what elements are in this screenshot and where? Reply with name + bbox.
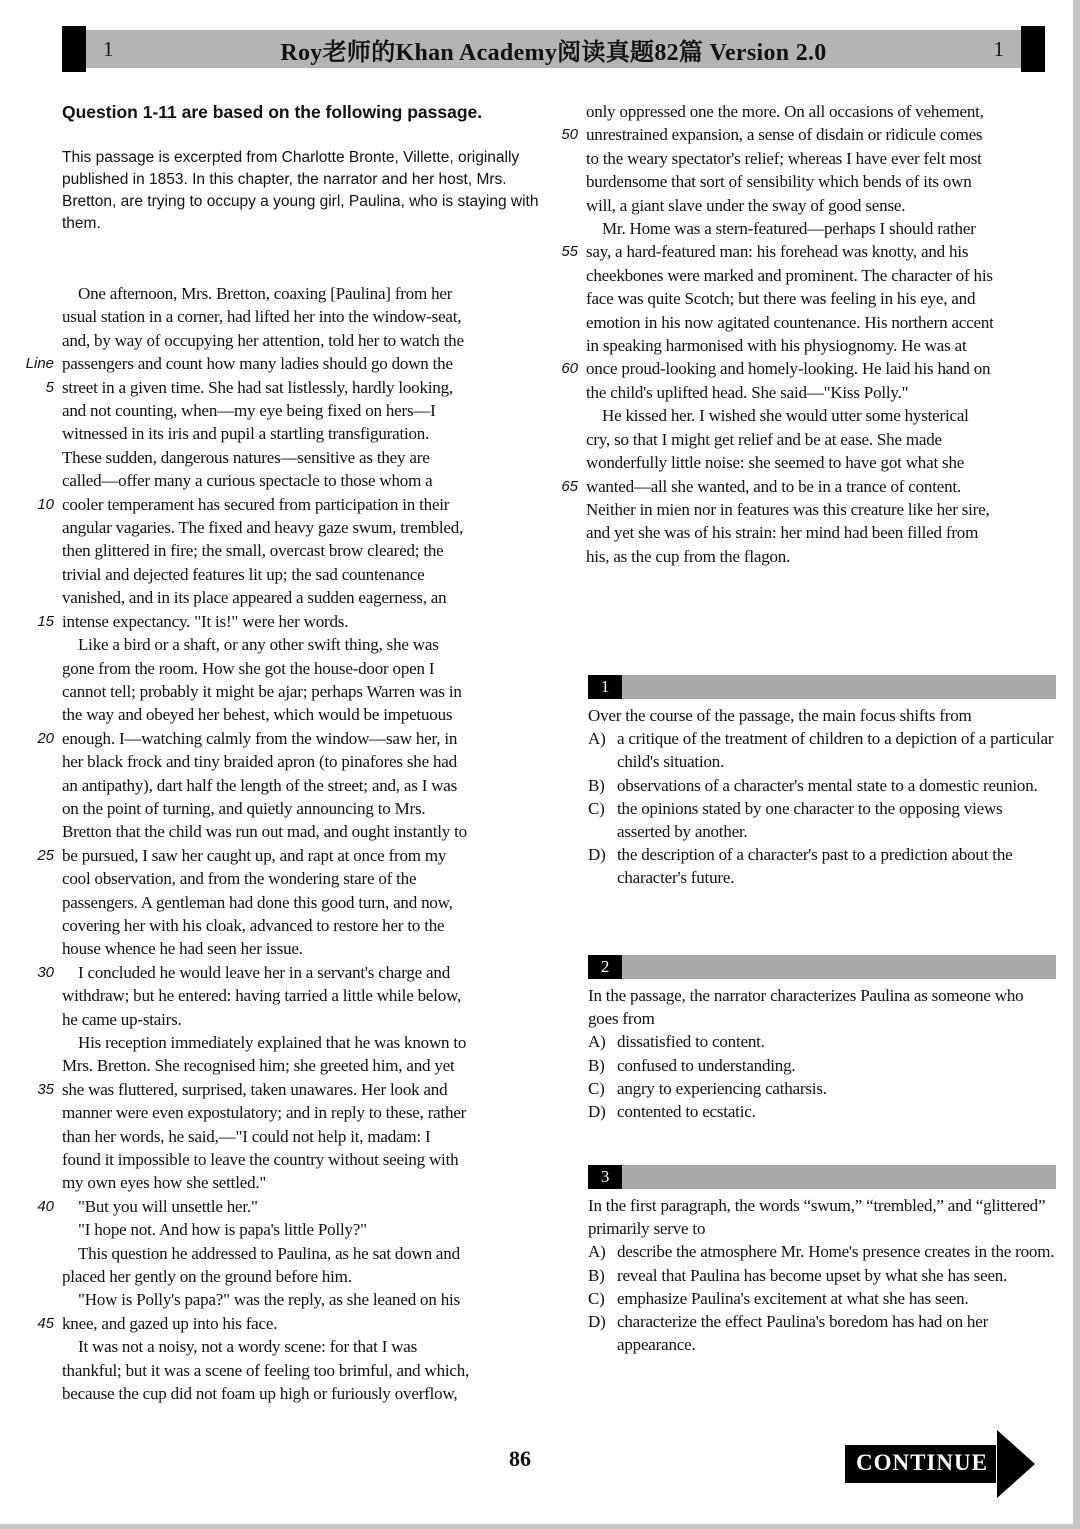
answer-choice	[588, 1100, 1056, 1123]
line-number	[20, 750, 62, 773]
line-text: intense expectancy. "It is!" were her words.	[62, 611, 349, 631]
line-text: only oppressed one the more. On all occasions of vehement,	[586, 102, 984, 121]
passage-line	[544, 123, 1076, 146]
line-text: say, a hard-featured man: his forehead was knotty, and his	[586, 242, 969, 262]
passage-line	[544, 194, 1076, 217]
passage-line	[544, 264, 1076, 287]
line-number	[20, 914, 62, 937]
choice-text: observations of a character's mental state to a domestic reunion.	[617, 775, 1038, 795]
passage-line	[20, 1335, 550, 1358]
passage-line	[544, 357, 1076, 380]
choice-letter: D)	[588, 845, 606, 865]
line-text: manner were even expostulatory; and in reply to these, rather	[62, 1103, 467, 1123]
choice-text: a critique of the treatment of children to a depiction of a particular child's situation.	[617, 729, 1054, 772]
line-number	[544, 194, 586, 217]
passage-line	[20, 937, 550, 960]
line-text: placed her gently on the ground before him.	[62, 1267, 352, 1287]
header-endcap-left	[62, 26, 86, 72]
line-number	[544, 311, 586, 334]
passage-line	[20, 1054, 550, 1077]
answer-choices	[588, 1240, 1056, 1356]
line-text: gone from the room. How she got the house-door open I	[62, 658, 435, 678]
line-text: wanted—all she wanted, and to be in a trance of content.	[586, 476, 961, 496]
line-number	[20, 539, 62, 562]
line-text: my own eyes how she settled."	[62, 1173, 267, 1193]
line-text: to the weary spectator's relief; whereas I have ever felt most	[586, 148, 982, 168]
passage-line	[20, 891, 550, 914]
line-number: 25	[37, 846, 54, 864]
line-number	[544, 381, 586, 404]
header-bar	[86, 30, 1021, 68]
line-text: cheekbones were marked and prominent. The character of his	[586, 265, 993, 285]
passage-line	[20, 844, 550, 867]
line-text: the way and obeyed her behest, which would be impetuous	[62, 705, 453, 725]
line-text: face was quite Scotch; but there was feeling in his eye, and	[586, 289, 976, 309]
header-endcap-right	[1021, 26, 1045, 72]
continue-button[interactable]	[845, 1429, 1035, 1499]
continue-label: CONTINUE	[845, 1445, 996, 1483]
line-text: his, as the cup from the flagon.	[586, 546, 791, 566]
choice-letter: A)	[588, 1032, 606, 1052]
passage-line	[544, 170, 1076, 193]
passage-line	[20, 657, 550, 680]
passage-line	[544, 404, 1076, 427]
choice-text: confused to understanding.	[617, 1055, 796, 1075]
line-number	[20, 633, 62, 656]
line-number: 40	[37, 1197, 54, 1215]
passage-line	[20, 399, 550, 422]
choice-text: dissatisfied to content.	[617, 1032, 765, 1052]
line-number	[544, 428, 586, 451]
passage-line	[20, 797, 550, 820]
answer-choice	[588, 1264, 1056, 1287]
line-text: street in a given time. She had sat listlessly, hardly looking,	[62, 377, 453, 397]
line-number	[20, 1335, 62, 1358]
passage-line	[544, 240, 1076, 263]
line-text: covering her with his cloak, advanced to restore her to the	[62, 915, 445, 935]
line-text: unrestrained expansion, a sense of disdain or ridicule comes	[586, 125, 983, 145]
choice-text: emphasize Paulina's excitement at what she has seen.	[617, 1288, 969, 1308]
line-text: than her words, he said,—"I could not help it, madam: I	[62, 1126, 431, 1146]
passage-column-right	[544, 100, 1076, 568]
question-header-bar	[588, 1165, 1056, 1189]
line-number	[20, 399, 62, 422]
passage-line	[20, 1242, 550, 1265]
choice-text: the description of a character's past to a prediction about the character's future.	[617, 845, 1013, 888]
passage-line	[544, 475, 1076, 498]
passage-line	[20, 563, 550, 586]
line-text: Bretton that the child was run out mad, and ought instantly to	[62, 822, 467, 842]
question-stem: In the first paragraph, the words “swum,” “trembled,” and “glittered” primarily serve to	[588, 1196, 1046, 1239]
line-text: found it impossible to leave the country without seeing with	[62, 1150, 459, 1170]
passage-line	[544, 311, 1076, 334]
answer-choice	[588, 1077, 1056, 1100]
line-number	[544, 498, 586, 521]
line-number	[544, 404, 586, 427]
choice-text: reveal that Paulina has become upset by what she has seen.	[617, 1265, 1008, 1285]
passage-line	[544, 217, 1076, 240]
line-text: usual station in a corner, had lifted her into the window-seat,	[62, 307, 462, 327]
passage-line	[20, 820, 550, 843]
passage-line	[20, 493, 550, 516]
line-text: an antipathy), dart half the length of the street; and, as I was	[62, 775, 458, 795]
line-text: cry, so that I might get relief and be at ease. She made	[586, 429, 942, 449]
line-number	[20, 657, 62, 680]
answer-choice	[588, 1054, 1056, 1077]
line-number	[20, 1031, 62, 1054]
line-number: 50	[561, 126, 578, 144]
passage-line	[20, 984, 550, 1007]
line-number: 10	[37, 495, 54, 513]
passage-line	[20, 282, 550, 305]
passage-line	[544, 147, 1076, 170]
line-number: 65	[561, 477, 578, 495]
line-text: house whence he had seen her issue.	[62, 939, 303, 959]
passage-line	[20, 1359, 550, 1382]
line-number	[544, 217, 586, 240]
line-text: Mr. Home was a stern-featured—perhaps I should rather	[602, 219, 976, 239]
line-text: "I hope not. And how is papa's little Polly?"	[78, 1220, 367, 1240]
line-number	[20, 937, 62, 960]
passage-line	[20, 633, 550, 656]
line-number	[544, 334, 586, 357]
answer-choice	[588, 797, 1056, 843]
passage-line	[544, 287, 1076, 310]
question-header-bar	[588, 675, 1056, 699]
line-text: on the point of turning, and quietly announcing to Mrs.	[62, 798, 426, 818]
line-text: One afternoon, Mrs. Bretton, coaxing [Paulina] from her	[78, 284, 453, 303]
line-number	[20, 703, 62, 726]
answer-choices	[588, 1030, 1056, 1123]
passage-line	[20, 1148, 550, 1171]
line-text: and yet she was of his strain: her mind had been filled from	[586, 523, 979, 543]
passage-line	[544, 451, 1076, 474]
choice-letter: B)	[588, 775, 605, 795]
passage-line	[20, 329, 550, 352]
line-text: her black frock and tiny braided apron (to pinafores she had	[62, 752, 457, 772]
passage-line	[20, 1171, 550, 1194]
passage-line	[20, 539, 550, 562]
line-number	[544, 170, 586, 193]
answer-choice	[588, 1287, 1056, 1310]
question-1	[588, 675, 1056, 890]
choice-letter: D)	[588, 1312, 606, 1332]
line-number	[20, 820, 62, 843]
line-number	[20, 1125, 62, 1148]
passage-line	[20, 703, 550, 726]
line-number	[20, 586, 62, 609]
passage-line	[20, 1101, 550, 1124]
passage-line	[20, 1288, 550, 1311]
line-text: witnessed in its iris and pupil a startling transfiguration.	[62, 424, 430, 444]
line-number	[544, 147, 586, 170]
choice-text: angry to experiencing catharsis.	[617, 1078, 827, 1098]
passage-line	[20, 610, 550, 633]
line-text: "How is Polly's papa?" was the reply, as she leaned on his	[78, 1290, 460, 1310]
passage-line	[544, 334, 1076, 357]
line-text: the child's uplifted head. She said—"Kiss Polly."	[586, 382, 909, 402]
answer-choice	[588, 1310, 1056, 1356]
line-number: 20	[37, 729, 54, 747]
passage-line	[20, 1008, 550, 1031]
header-section-number-left: 1	[103, 36, 114, 61]
line-number	[20, 984, 62, 1007]
page-header	[62, 26, 1045, 72]
line-text: in speaking harmonised with his physiognomy. He was at	[586, 336, 967, 356]
question-number: 3	[588, 1165, 622, 1189]
line-text: thankful; but it was a scene of feeling too brimful, and which,	[62, 1360, 470, 1380]
passage-line	[20, 516, 550, 539]
passage-line	[20, 961, 550, 984]
line-text: passengers and count how many ladies should go down the	[62, 354, 453, 374]
line-number: 30	[37, 963, 54, 981]
line-number	[20, 282, 62, 305]
passage-line	[544, 381, 1076, 404]
choice-letter: D)	[588, 1102, 606, 1122]
line-number: Line	[25, 355, 54, 373]
passage-line	[20, 446, 550, 469]
choice-letter: B)	[588, 1055, 605, 1075]
line-text: called—offer many a curious spectacle to those whom a	[62, 471, 433, 491]
document-title: Roy老师的Khan Academy阅读真题82篇 Version 2.0	[280, 39, 827, 66]
line-number	[20, 1382, 62, 1405]
line-text: emotion in his now agitated countenance. His northern accent	[586, 312, 994, 332]
answer-choice	[588, 727, 1056, 773]
question-number: 2	[588, 955, 622, 979]
passage-line	[544, 428, 1076, 451]
line-text: passengers. A gentleman had done this good turn, and now,	[62, 892, 453, 912]
line-text: he came up-stairs.	[62, 1009, 182, 1029]
line-number	[544, 521, 586, 544]
line-number	[20, 305, 62, 328]
line-number: 15	[37, 612, 54, 630]
line-number	[544, 545, 586, 568]
passage-line	[20, 305, 550, 328]
question-stem: Over the course of the passage, the main focus shifts from	[588, 706, 972, 725]
line-number	[20, 329, 62, 352]
passage-intro: This passage is excerpted from Charlotte Bronte, Villette, originally published in 1853. In this chapter, the narrator and her host, Mrs. Bretton, are trying to occupy a young girl, Paulina, who is staying with them.	[62, 149, 539, 232]
passage-line	[544, 100, 1076, 123]
line-number	[20, 1008, 62, 1031]
arrow-right-icon	[997, 1430, 1035, 1498]
line-text: Mrs. Bretton. She recognised him; she greeted him, and yet	[62, 1056, 455, 1076]
line-text: because the cup did not foam up high or furiously overflow,	[62, 1384, 458, 1404]
page-number: 86	[509, 1446, 531, 1471]
line-number: 55	[561, 243, 578, 261]
line-text: cooler temperament has secured from participation in their	[62, 494, 450, 514]
passage-line	[544, 521, 1076, 544]
line-text: then glittered in fire; the small, overcast brow cleared; the	[62, 541, 444, 561]
choice-letter: A)	[588, 729, 606, 749]
choice-text: the opinions stated by one character to the opposing views asserted by another.	[617, 798, 1003, 842]
line-text: will, a giant slave under the sway of good sense.	[586, 195, 906, 215]
passage-line	[20, 1265, 550, 1288]
choice-letter: C)	[588, 798, 605, 818]
line-text: "But you will unsettle her."	[78, 1196, 258, 1216]
line-number	[20, 1171, 62, 1194]
line-text: He kissed her. I wished she would utter some hysterical	[602, 406, 969, 426]
line-text: withdraw; but he entered: having tarried a little while below,	[62, 986, 462, 1006]
line-text: once proud-looking and homely-looking. He laid his hand on	[586, 359, 991, 379]
choice-letter: C)	[588, 1288, 605, 1308]
passage-line	[20, 469, 550, 492]
line-number: 45	[37, 1314, 54, 1332]
passage-line	[20, 914, 550, 937]
answer-choice	[588, 843, 1056, 889]
line-text: cannot tell; probably it might be ajar; perhaps Warren was in	[62, 681, 462, 701]
passage-line	[20, 1218, 550, 1241]
line-text: knee, and gazed up into his face.	[62, 1313, 278, 1333]
answer-choice	[588, 774, 1056, 797]
line-text: and not counting, when—my eye being fixed on hers—I	[62, 401, 436, 421]
line-number	[20, 1148, 62, 1171]
passage-column-left	[20, 282, 550, 1406]
answer-choice	[588, 1240, 1056, 1263]
passage-line	[20, 586, 550, 609]
passage-line	[20, 750, 550, 773]
line-number	[20, 563, 62, 586]
line-number	[20, 422, 62, 445]
line-number	[20, 680, 62, 703]
answer-choices	[588, 727, 1056, 889]
question-3	[588, 1165, 1056, 1356]
passage-line	[20, 727, 550, 750]
header-section-number-right: 1	[993, 36, 1004, 61]
passage-line	[20, 1031, 550, 1054]
line-text: be pursued, I saw her caught up, and rapt at once from my	[62, 845, 447, 865]
line-number: 60	[561, 360, 578, 378]
passage-line	[20, 1125, 550, 1148]
line-number	[20, 446, 62, 469]
passage-line	[544, 498, 1076, 521]
choice-text: characterize the effect Paulina's boredom has had on her appearance.	[617, 1312, 989, 1355]
line-number	[20, 1288, 62, 1311]
line-text: vanished, and in its place appeared a sudden eagerness, an	[62, 588, 447, 608]
line-text: Neither in mien nor in features was this creature like her sire,	[586, 499, 990, 519]
passage-directions: Question 1-11 are based on the following passage.	[62, 102, 483, 122]
line-number	[20, 1242, 62, 1265]
line-number	[20, 1054, 62, 1077]
question-stem: In the passage, the narrator characterizes Paulina as someone who goes from	[588, 986, 1024, 1029]
line-text: cool observation, and from the wondering stare of the	[62, 869, 417, 889]
line-number	[20, 1359, 62, 1382]
line-text: I concluded he would leave her in a servant's charge and	[78, 962, 451, 982]
choice-letter: A)	[588, 1242, 606, 1262]
line-number	[544, 287, 586, 310]
line-number	[20, 774, 62, 797]
line-text: It was not a noisy, not a wordy scene: for that I was	[78, 1337, 418, 1357]
line-number	[20, 891, 62, 914]
passage-line	[20, 680, 550, 703]
choice-letter: B)	[588, 1265, 605, 1285]
line-number: 35	[37, 1080, 54, 1098]
line-text: enough. I—watching calmly from the window—saw her, in	[62, 728, 458, 748]
line-text: These sudden, dangerous natures—sensitive as they are	[62, 447, 430, 467]
passage-line	[20, 1312, 550, 1335]
line-text: she was fluttered, surprised, taken unawares. Her look and	[62, 1079, 448, 1099]
passage-line	[20, 867, 550, 890]
line-text: wonderfully little noise: she seemed to have got what she	[586, 453, 965, 473]
line-number	[20, 1101, 62, 1124]
line-number	[544, 100, 586, 123]
line-text: trivial and dejected features lit up; the sad countenance	[62, 564, 425, 584]
passage-line	[20, 774, 550, 797]
passage-line	[20, 422, 550, 445]
line-number	[544, 451, 586, 474]
line-text: burdensome that sort of sensibility which bends of its own	[586, 172, 972, 192]
question-number: 1	[588, 675, 622, 699]
line-number	[20, 867, 62, 890]
line-text: angular vagaries. The fixed and heavy gaze swum, trembled,	[62, 518, 464, 538]
passage-line	[20, 1078, 550, 1101]
line-number	[20, 1265, 62, 1288]
line-text: and, by way of occupying her attention, told her to watch the	[62, 330, 464, 350]
line-number	[544, 264, 586, 287]
passage-line	[20, 376, 550, 399]
line-number	[20, 516, 62, 539]
passage-line	[20, 352, 550, 375]
line-number	[20, 797, 62, 820]
passage-line	[20, 1382, 550, 1405]
passage-line	[20, 1195, 550, 1218]
passage-line	[544, 545, 1076, 568]
line-number	[20, 1218, 62, 1241]
line-text: Like a bird or a shaft, or any other swift thing, she was	[78, 635, 439, 655]
line-number	[20, 469, 62, 492]
question-header-bar	[588, 955, 1056, 979]
choice-text: describe the atmosphere Mr. Home's presence creates in the room.	[617, 1242, 1055, 1262]
choice-text: contented to ecstatic.	[617, 1102, 756, 1122]
choice-letter: C)	[588, 1078, 605, 1098]
line-number: 5	[45, 378, 54, 396]
line-text: His reception immediately explained that he was known to	[78, 1033, 467, 1052]
answer-choice	[588, 1030, 1056, 1053]
question-2	[588, 955, 1056, 1123]
line-text: This question he addressed to Paulina, as he sat down and	[78, 1243, 460, 1263]
